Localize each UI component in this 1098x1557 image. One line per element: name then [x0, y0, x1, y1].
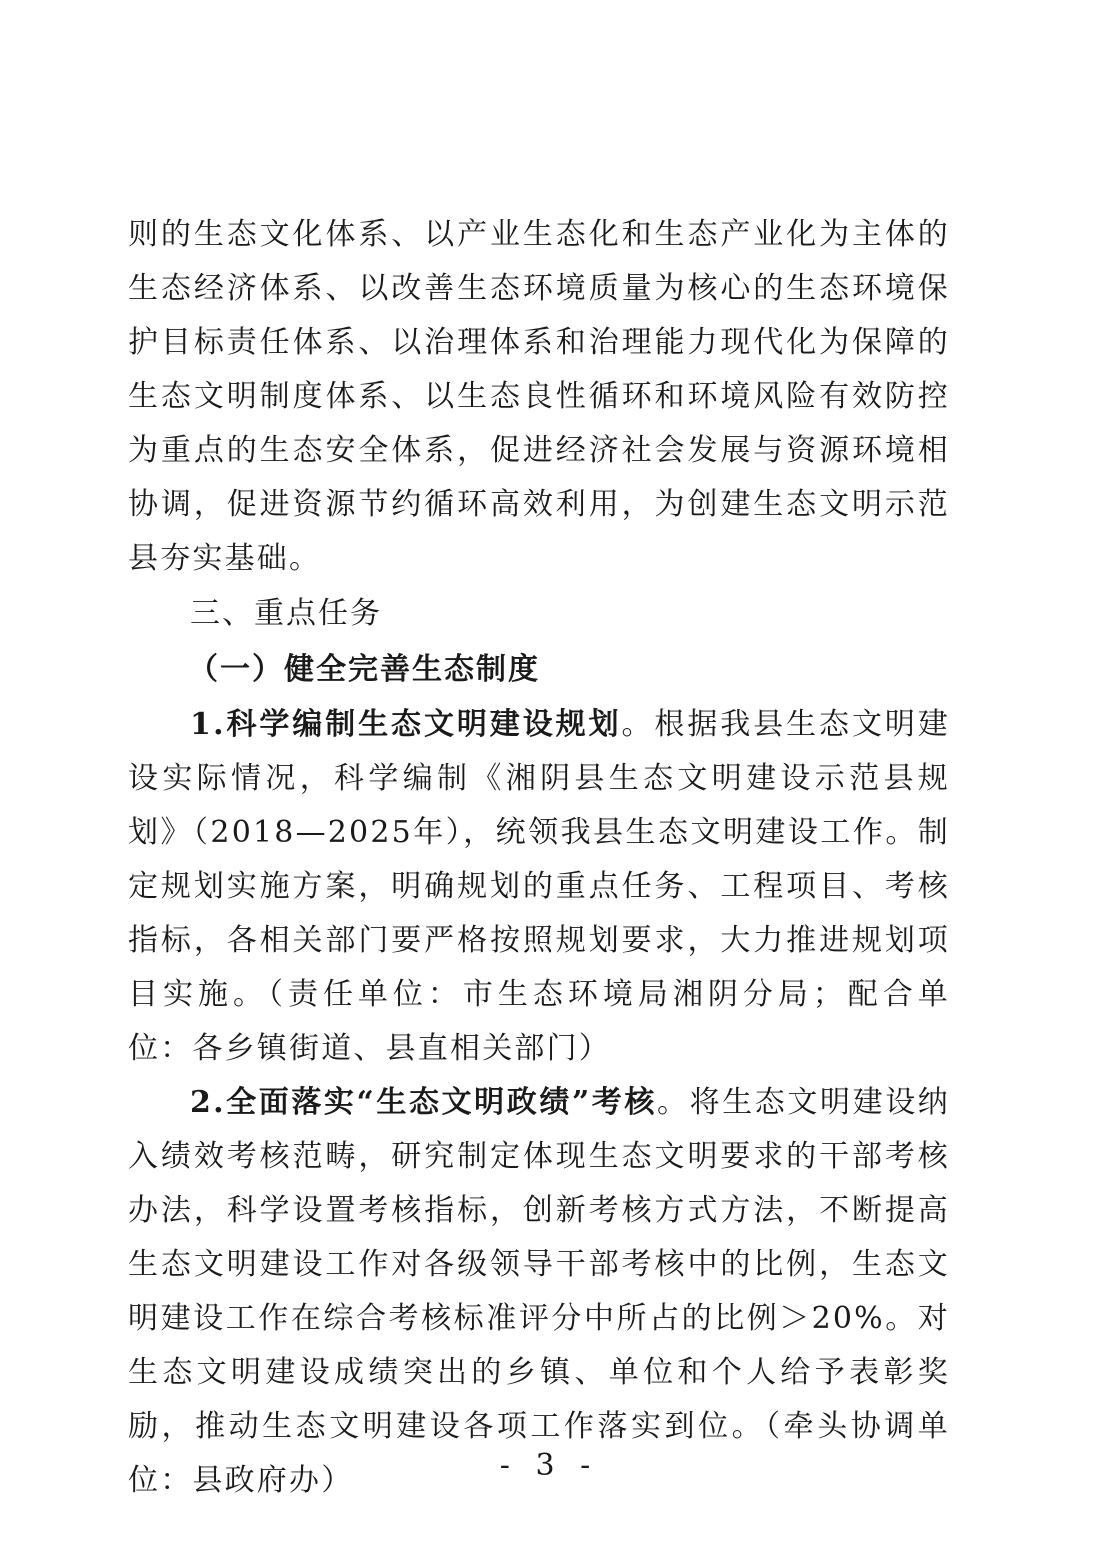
subsection-heading: （一）健全完善生态制度 [188, 652, 540, 687]
section-heading: 三、重点任务 [190, 596, 382, 631]
task-item-2-title: 2.全面落实“生态文明政绩”考核 [190, 1085, 658, 1120]
task-item-1 [128, 698, 950, 1076]
task-item-1-body: 。根据我县生态文明建设实际情况，科学编制《湘阴县生态文明建设示范县规划》（2018—2025年），统领我县生态文明建设工作。制定规划实施方案，明确规划的重点任务、工程项目、考核指标，各相关部门要严格按照规划要求，大力推进规划项目实施。（责任单位：市生态环境局湘阴分局；配合单位：各乡镇街道、县直相关部门） [128, 707, 950, 1066]
task-item-2 [128, 1076, 950, 1508]
page-number: - 3 - [499, 1448, 599, 1483]
document-body [128, 208, 950, 1508]
task-item-1-title: 1.科学编制生态文明建设规划 [190, 707, 622, 742]
task-item-2-body: 。将生态文明建设纳入绩效考核范畴，研究制定体现生态文明要求的干部考核办法，科学设置考核指标，创新考核方式方法，不断提高生态文明建设工作对各级领导干部考核中的比例，生态文明建设工作在综合考核标准评分中所占的比例＞20%。对生态文明建设成绩突出的乡镇、单位和个人给予表彰奖励，推动生态文明建设各项工作落实到位。（牵头协调单位：县政府办） [128, 1085, 951, 1498]
paragraph-continuation: 则的生态文化体系、以产业生态化和生态产业化为主体的生态经济体系、以改善生态环境质量为核心的生态环境保护目标责任体系、以治理体系和治理能力现代化为保障的生态文明制度体系、以生态良性循环和环境风险有效防控为重点的生态安全体系，促进经济社会发展与资源环境相协调，促进资源节约循环高效利用，为创建生态文明示范县夯实基础。 [128, 217, 950, 576]
